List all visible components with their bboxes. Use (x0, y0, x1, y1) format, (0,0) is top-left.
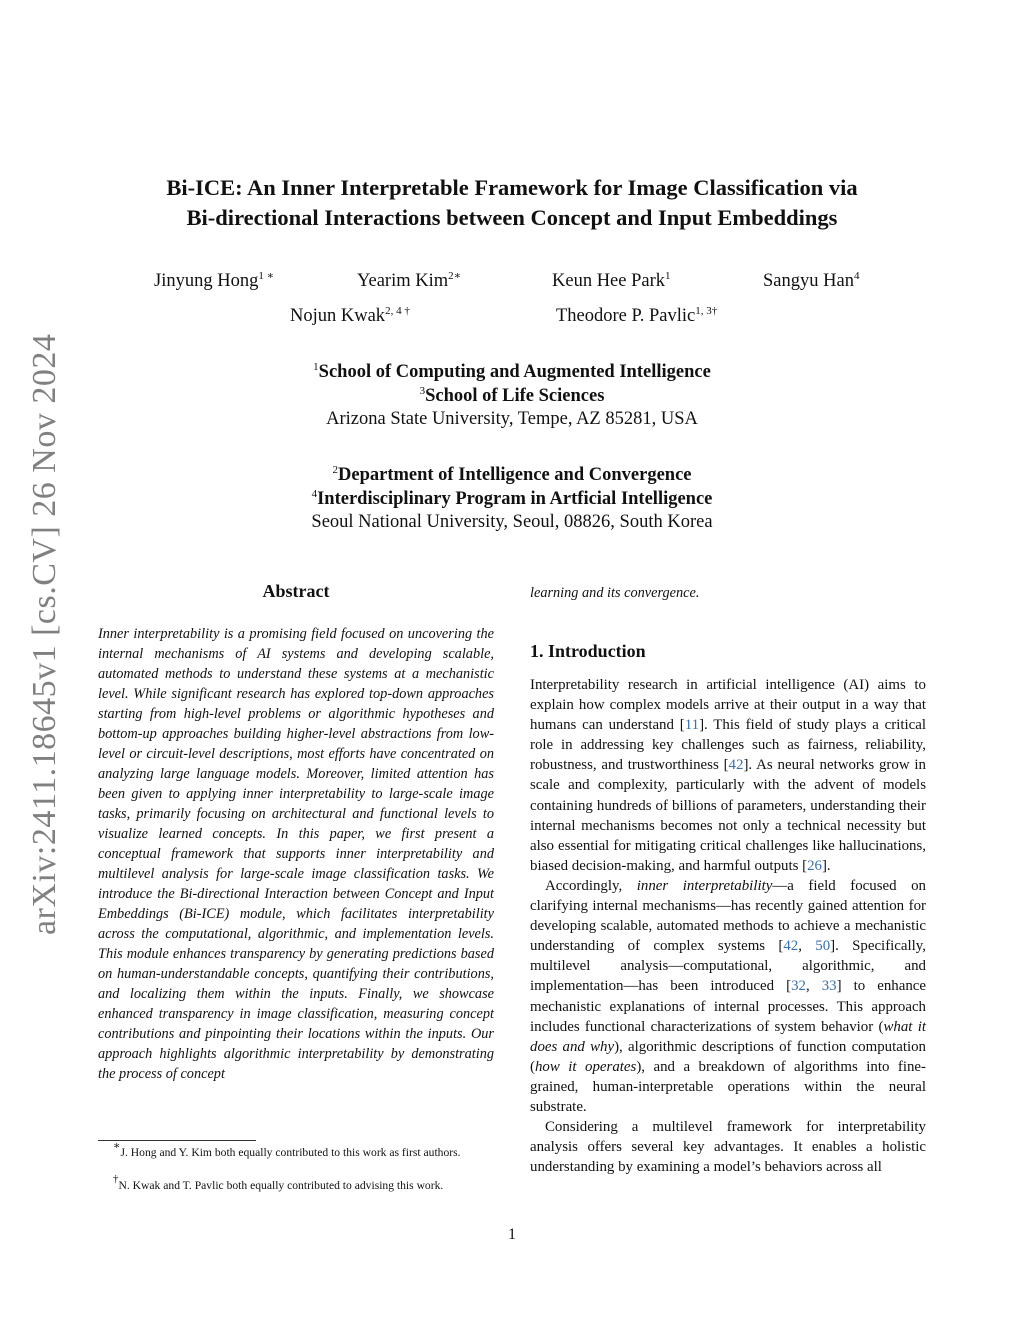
citation-link[interactable]: 11 (684, 717, 700, 734)
intro-paragraph-3: Considering a multilevel framework for interpretability analysis offers several key advantages. It enables a holistic understanding by examining a model’s behaviors across all (530, 1119, 926, 1176)
abstract-continuation: learning and its convergence. (530, 585, 700, 601)
citation-link[interactable]: 42 (728, 757, 744, 774)
footnote-2: †N. Kwak and T. Pavlic both equally contributed to advising this work. (113, 1173, 444, 1192)
abstract-body: Inner interpretability is a promising field focused on uncovering the internal mechanisms of AI systems and developing scalable, automated methods to understand these systems at a mechanistic level. While significant research has explored top-down approaches starting from high-level problems or algorithmic hypotheses and bottom-up approaches building higher-level abstractions from low-level or circuit-level descriptions, most efforts have concentrated on analyzing large language models. Moreover, limited attention has been given to applying inner interpretability to large-scale image tasks, primarily focusing on architectural and functional levels to visualize learned concepts. In this paper, we first present a conceptual framework that supports inner interpretability and multilevel analysis for large-scale image classification tasks. We introduce the Bi-directional Interaction between Concept and Input Embeddings (Bi-ICE) module, which facilitates interpretability across the computational, algorithmic, and implementation levels. This module enhances transparency by generating predictions based on human-understandable concepts, quantifying their contributions, and localizing them within the inputs. Finally, we showcase enhanced transparency in image classification, measuring concept contributions and pinpointing their locations within the inputs. Our approach highlights algorithmic interpretability by demonstrating the process of concept (98, 626, 494, 1082)
citation-link[interactable]: 42 (783, 938, 799, 955)
affiliation-3: $^3$School of Life Sciences (419, 384, 605, 406)
page-number: 1 (508, 1226, 516, 1243)
introduction-body (530, 675, 926, 1177)
author-kwak: Nojun Kwak$^{2, 4 \dagger}$ (290, 305, 410, 326)
section-heading-introduction: 1. Introduction (530, 641, 646, 661)
author-hong: Jinyung Hong$^{1 ∗}$ (154, 270, 275, 291)
author-park: Keun Hee Park$^1$ (552, 270, 671, 291)
intro-paragraph-1: Interpretability research in artificial intelligence (AI) aims to explain how complex models arrive at their output in a way that humans can understand [11]. This field of study plays a critical role in addressing key challenges such as fairness, reliability, robustness, and trustworthiness [42]. As neural networks grow in scale and complexity, particularly with the advent of models containing hundreds of billions of parameters, understanding their internal mechanisms becomes not only a technical necessity but also essential for mitigating critical challenges like hallucinations, biased decision-making, and harmful outputs [26]. (530, 677, 927, 874)
abstract-heading: Abstract (262, 581, 330, 601)
affiliation-snu-address: Seoul National University, Seoul, 08826, South Korea (311, 512, 713, 532)
citation-link[interactable]: 33 (821, 978, 837, 995)
author-han: Sangyu Han$^4$ (763, 270, 860, 291)
citation-link[interactable]: 50 (815, 938, 831, 955)
author-kim: Yearim Kim$^{2∗}$ (357, 270, 462, 291)
paper-title (100, 173, 924, 233)
affiliation-asu-address: Arizona State University, Tempe, AZ 85281, USA (326, 409, 698, 429)
affiliation-2: $^2$Department of Intelligence and Convergence (332, 464, 692, 485)
affiliation-block-snu (100, 464, 924, 535)
citation-link[interactable]: 26 (807, 857, 822, 874)
author-pavlic: Theodore P. Pavlic$^{1, 3\dagger}$ (556, 305, 718, 326)
arxiv-stamp: arXiv:2411.18645v1 [cs.CV] 26 Nov 2024 (26, 333, 63, 935)
title-line-2: Bi-directional Interactions between Concept and Input Embeddings (186, 205, 838, 230)
citation-link[interactable]: 32 (791, 978, 806, 995)
affiliation-4: $^4$Interdisciplinary Program in Artficial Intelligence (311, 487, 713, 509)
title-line-1: Bi-ICE: An Inner Interpretable Framework for Image Classification via (166, 175, 858, 200)
affiliation-block-asu (100, 361, 924, 432)
intro-paragraph-2: Accordingly, inner interpretability—a field focused on clarifying internal mechanisms—has recently gained attention for developing scalable, automated methods to achieve a mechanistic understanding of complex systems [42, 50]. Specifically, multilevel analysis—computational, algorithmic, and implementation—has been introduced [32, 33] to enhance mechanistic explanations of internal processes. This approach includes functional characterizations of system behavior (what it does and why), algorithmic descriptions of function computation (how it operates), and a breakdown of algorithms into fine-grained, human-interpretable operations within the neural substrate. (530, 877, 927, 1115)
footnote-1: ∗J. Hong and Y. Kim both equally contributed to this work as first authors. (113, 1140, 461, 1159)
footnote-rule (98, 1140, 256, 1141)
affiliation-1: $^1$School of Computing and Augmented Intelligence (313, 361, 711, 382)
